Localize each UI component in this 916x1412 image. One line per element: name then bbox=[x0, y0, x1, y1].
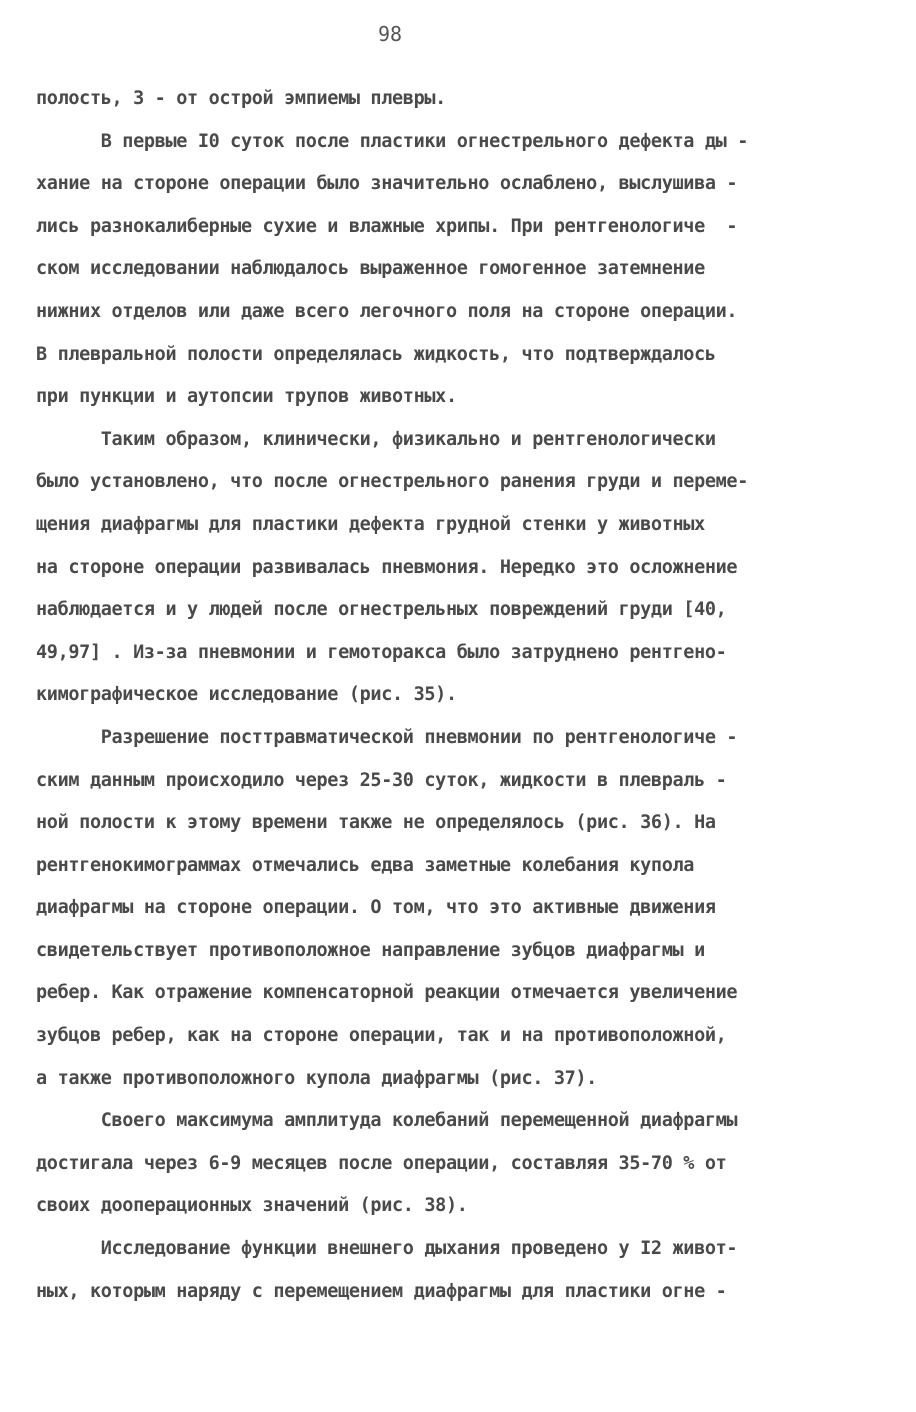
text-line: свидетельствует противоположное направление зубцов диафрагмы и bbox=[36, 939, 705, 961]
text-line: щения диафрагмы для пластики дефекта грудной стенки у животных bbox=[36, 513, 705, 535]
text-line: диафрагмы на стороне операции. О том, что это активные движения bbox=[36, 897, 716, 919]
text-line: В первые I0 суток после пластики огнестрельного дефекта ды - bbox=[36, 130, 749, 152]
text-line: ребер. Как отражение компенсаторной реакции отмечается увеличение bbox=[36, 982, 738, 1004]
text-line: наблюдается и у людей после огнестрельных повреждений груди [40, bbox=[36, 599, 727, 621]
text-line: нижних отделов или даже всего легочного поля на стороне операции. bbox=[36, 300, 738, 322]
text-line: при пункции и аутопсии трупов животных. bbox=[36, 386, 457, 408]
text-line: лись разнокалиберные сухие и влажные хрипы. При рентгенологиче - bbox=[36, 215, 738, 237]
text-line: достигала через 6-9 месяцев после операции, составляя 35-70 % от bbox=[36, 1152, 727, 1174]
text-line: ском исследовании наблюдалось выраженное гомогенное затемнение bbox=[36, 258, 705, 280]
page-number: 98 bbox=[377, 22, 403, 46]
text-line: ским данным происходило через 25-30 суток, жидкости в плевраль - bbox=[36, 769, 727, 791]
text-line: на стороне операции развивалась пневмония. Нередко это осложнение bbox=[36, 556, 738, 578]
body-text bbox=[36, 84, 876, 1319]
text-line: ной полости к этому времени также не определялось (рис. 36). На bbox=[36, 812, 716, 834]
text-line: полость, 3 - от острой эмпиемы плевры. bbox=[36, 88, 446, 109]
text-line: своих дооперационных значений (рис. 38). bbox=[36, 1195, 468, 1217]
text-line: а также противоположного купола диафрагмы (рис. 37). bbox=[36, 1067, 597, 1089]
text-line: Исследование функции внешнего дыхания проведено у I2 живот- bbox=[36, 1238, 738, 1260]
text-line: В плевральной полости определялась жидкость, что подтверждалось bbox=[36, 343, 716, 365]
text-line: зубцов ребер, как на стороне операции, так и на противоположной, bbox=[36, 1025, 727, 1047]
text-line: ных, которым наряду с перемещением диафрагмы для пластики огне - bbox=[36, 1280, 727, 1302]
text-line: Разрешение посттравматической пневмонии по рентгенологиче - bbox=[36, 726, 738, 748]
text-line: было установлено, что после огнестрельного ранения груди и переме- bbox=[36, 471, 749, 493]
text-line: Своего максимума амплитуда колебаний перемещенной диафрагмы bbox=[36, 1110, 738, 1132]
text-line: кимографическое исследование (рис. 35). bbox=[36, 684, 457, 706]
text-line: рентгенокимограммах отмечались едва заметные колебания купола bbox=[36, 854, 695, 876]
text-line: Таким образом, клинически, физикально и рентгенологически bbox=[36, 428, 716, 450]
text-line: 49,97] . Из-за пневмонии и гемоторакса было затруднено рентгено- bbox=[36, 641, 727, 663]
text-line: хание на стороне операции было значительно ослаблено, выслушива - bbox=[36, 173, 738, 195]
